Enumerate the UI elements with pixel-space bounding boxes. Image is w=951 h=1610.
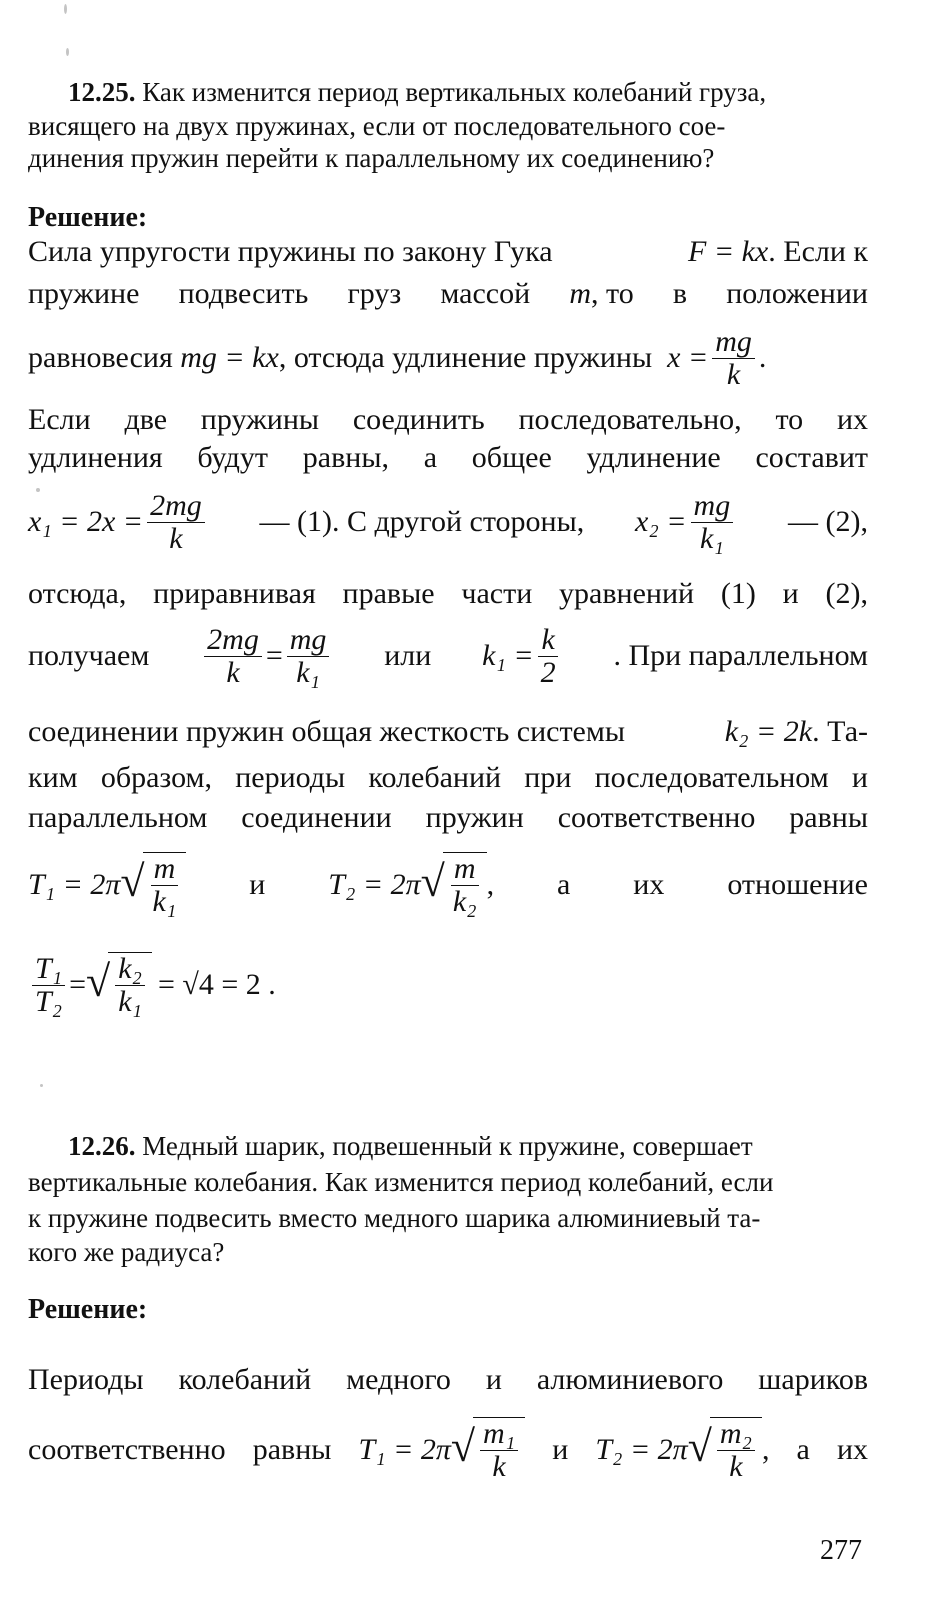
fraction (712, 326, 755, 391)
result: = √4 = 2 . (157, 968, 276, 1001)
equilibrium-formula: mg = kx (180, 341, 279, 374)
solution-2-line-1: Периоды колебаний медного и алюминиевого шариков (28, 1363, 868, 1396)
numerator: mg (691, 490, 734, 523)
formula: x = (667, 341, 709, 374)
solution-1-line-11: параллельном соединении пружин соответственно равны (28, 801, 868, 834)
word: массой (440, 277, 531, 310)
word: положении (726, 277, 868, 310)
word: и (249, 868, 266, 901)
formula: T₁ = 2π (358, 1433, 451, 1466)
denominator: k (729, 1450, 743, 1483)
numerator: m (451, 853, 479, 886)
solution-1-line-12 (28, 840, 868, 930)
denominator: k (492, 1450, 506, 1483)
solution-1-line-3 (28, 320, 868, 396)
formula: T₁ = 2π (28, 868, 121, 901)
denominator: k₁ (700, 521, 724, 555)
s1-l1-tail: . Если к (768, 235, 868, 268)
text: соединении пружин общая жесткость системы (28, 715, 626, 748)
denominator: 2 (540, 655, 556, 689)
text: , (486, 868, 495, 901)
s1-l1-text: Сила упругости пружины по закону Гука (28, 235, 553, 268)
hooke-formula: F = kx (688, 235, 769, 268)
fraction (32, 953, 65, 1018)
problem-25-number: 12.25. (68, 77, 136, 107)
fraction (150, 853, 180, 918)
denominator: k₁ (296, 655, 320, 689)
scan-speck (66, 48, 69, 56)
fraction (450, 853, 480, 918)
numerator: 2mg (147, 490, 205, 523)
numerator: m₂ (717, 1418, 755, 1451)
fraction (717, 1418, 755, 1483)
formula: k₂ = 2k (724, 715, 813, 748)
solution-heading-1: Решение: (28, 202, 148, 233)
fraction (480, 1418, 518, 1483)
solution-1-line-4: Если две пружины соединить последовательно, то их (28, 403, 868, 436)
solution-heading-2: Решение: (28, 1294, 148, 1325)
numerator: mg (712, 326, 755, 359)
solution-1-line-13 (28, 940, 868, 1030)
fraction (204, 624, 262, 689)
denominator: k₁ (152, 885, 177, 918)
numerator: T₁ (32, 953, 65, 986)
fraction (691, 490, 734, 555)
numerator: m (151, 853, 179, 886)
sqrt: √ $\frac{\text{m₁}}{k}$ (451, 1417, 525, 1483)
solution-1-line-9 (28, 714, 868, 750)
formula: x₂ = (635, 505, 687, 538)
word: пружине (28, 277, 140, 310)
word: их (633, 868, 665, 901)
page-number: 277 (820, 1535, 862, 1566)
scan-speck (40, 1084, 43, 1087)
word: или (384, 639, 432, 672)
denominator: k (169, 521, 183, 555)
formula: k₁ = (482, 639, 534, 672)
word: а (796, 1433, 810, 1466)
denominator: T₂ (35, 984, 63, 1018)
denominator: k₁ (118, 985, 142, 1018)
sqrt: √ $\frac{m}{\text{k₂}}$ (421, 852, 487, 918)
sqrt: √ $\frac{\text{k₂}}{\text{k₁}}$ (86, 952, 152, 1018)
word: равны (252, 1433, 332, 1466)
word: равновесия (28, 341, 173, 374)
fraction (115, 953, 145, 1018)
denominator: k (726, 357, 741, 391)
solution-1-line-7: отсюда, приравнивая правые части уравнений (1) и (2), (28, 577, 868, 610)
problem-25-text-1: Как изменится период вертикальных колебаний груза, (142, 77, 767, 107)
text: . (758, 341, 767, 374)
formula: T₂ = 2π (328, 868, 421, 901)
problem-26-line-3: к пружине подвесить вместо медного шарика алюминиевый та- (28, 1203, 761, 1233)
formula: T₂ = 2π (595, 1433, 688, 1466)
text: — (2), (788, 505, 868, 538)
formula: x₁ = 2x = (28, 505, 144, 538)
equals: = (69, 968, 87, 1001)
scan-speck (36, 488, 40, 492)
numerator: m₁ (480, 1418, 518, 1451)
solution-2-line-2 (28, 1408, 868, 1492)
problem-26-line-4: кого же радиуса? (28, 1237, 225, 1267)
text: , (761, 1433, 770, 1466)
solution-1-line-1 (28, 234, 868, 270)
problem-26-line-2: вертикальные колебания. Как изменится период колебаний, если (28, 1167, 774, 1197)
solution-1-line-2 (28, 276, 868, 312)
fraction (287, 624, 330, 689)
fraction (147, 490, 205, 555)
word: а (557, 868, 571, 901)
solution-1-line-5: удлинения будут равны, а общее удлинение составит (28, 441, 868, 474)
word: груз (347, 277, 402, 310)
word: в (672, 277, 688, 310)
problem-25-line-1 (68, 76, 868, 108)
text: . Та- (812, 715, 868, 748)
text: , отсюда удлинение пружины (278, 341, 653, 374)
problem-26-text-1: Медный шарик, подвешенный к пружине, совершает (142, 1131, 753, 1161)
denominator: k (226, 655, 240, 689)
problem-26-number: 12.26. (68, 1131, 136, 1161)
text: — (1). С другой стороны, (259, 505, 585, 538)
equals: = (265, 639, 283, 672)
numerator: 2mg (204, 624, 262, 657)
text: . При параллельном (613, 639, 868, 672)
word: их (836, 1433, 868, 1466)
problem-26-line-1 (68, 1130, 868, 1162)
denominator: k₂ (452, 885, 477, 918)
numerator: k₂ (115, 953, 145, 986)
solution-1-line-8 (28, 618, 868, 694)
solution-1-line-6 (28, 484, 868, 560)
sqrt: √ $\frac{\text{m₂}}{k}$ (688, 1417, 762, 1483)
word: подвесить (178, 277, 309, 310)
problem-25-line-3: динения пружин перейти к параллельному их соединению? (28, 143, 715, 173)
scan-speck (64, 4, 67, 14)
fraction (538, 624, 559, 689)
solution-1-line-10: ким образом, периоды колебаний при последовательном и (28, 761, 868, 794)
word: и (552, 1433, 569, 1466)
problem-25-line-2: висящего на двух пружинах, если от последовательного сое- (28, 111, 726, 141)
numerator: mg (287, 624, 330, 657)
word: соответственно (28, 1433, 226, 1466)
word: получаем (28, 639, 150, 672)
numerator: k (538, 624, 557, 657)
word: отношение (727, 868, 868, 901)
sqrt: √ $\frac{m}{\text{k₁}}$ (120, 852, 186, 918)
mass-symbol: m (569, 277, 591, 310)
word: , то (591, 277, 634, 310)
